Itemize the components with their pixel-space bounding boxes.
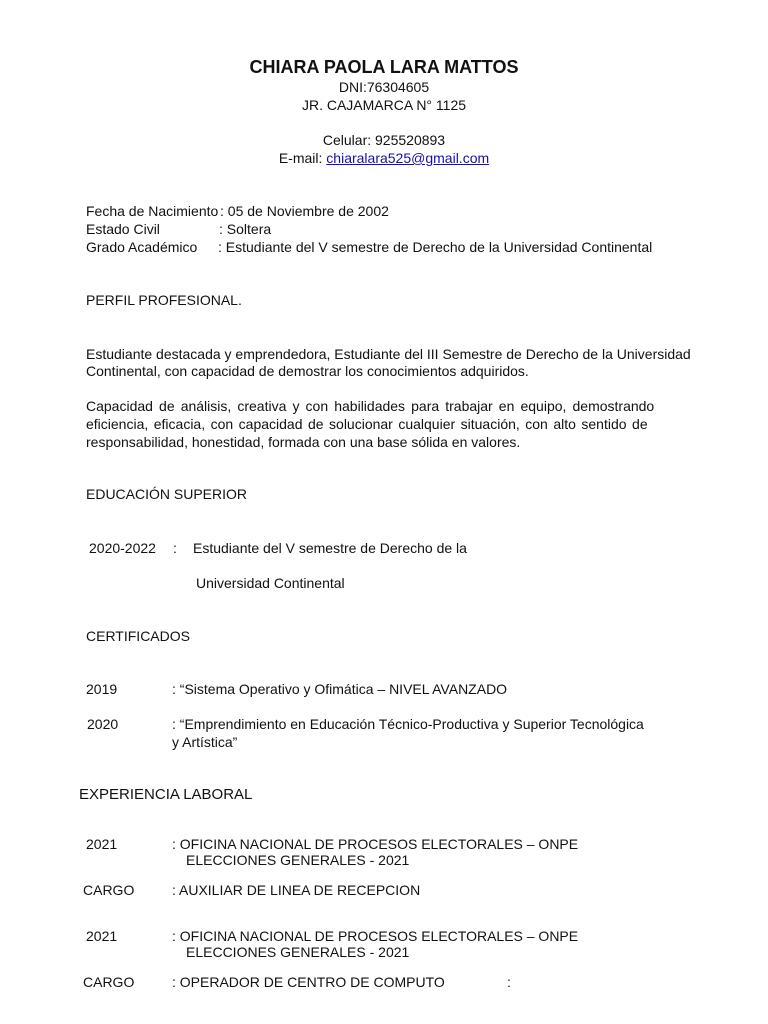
education-line1: Estudiante del V semestre de Derecho de la bbox=[193, 540, 467, 556]
exp-org-cont: ELECCIONES GENERALES - 2021 bbox=[186, 944, 410, 960]
cert-year: 2019 bbox=[86, 681, 118, 697]
birth-label: Fecha de Nacimiento bbox=[86, 203, 219, 219]
address: JR. CAJAMARCA N° 1125 bbox=[301, 97, 467, 113]
cargo-extra: : bbox=[507, 974, 511, 990]
education-line2: Universidad Continental bbox=[196, 575, 345, 591]
email-label: E-mail: bbox=[278, 150, 327, 166]
exp-org-cont: ELECCIONES GENERALES - 2021 bbox=[186, 852, 410, 868]
grade-label: Grado Académico bbox=[86, 239, 198, 255]
exp-org: : OFICINA NACIONAL DE PROCESOS ELECTORALES – ONPE bbox=[172, 928, 579, 944]
civil-value: : Soltera bbox=[219, 221, 272, 237]
certificates-heading: CERTIFICADOS bbox=[86, 628, 190, 644]
cert-year: 2020 bbox=[87, 716, 119, 732]
email-line bbox=[0, 150, 768, 167]
cert-title-cont: y Artística” bbox=[172, 734, 238, 750]
exp-year: 2021 bbox=[86, 836, 118, 852]
profile-p2-line2: eficiencia, eficacia, con capacidad de solucionar cualquier situación, con alto sentido de bbox=[86, 416, 648, 432]
exp-org: : OFICINA NACIONAL DE PROCESOS ELECTORALES – ONPE bbox=[172, 836, 579, 852]
education-years: 2020-2022 bbox=[89, 540, 156, 556]
cargo-label: CARGO bbox=[83, 882, 135, 898]
cert-title: : “Sistema Operativo y Ofimática – NIVEL AVANZADO bbox=[172, 681, 508, 697]
dni: DNI:76304605 bbox=[338, 79, 430, 95]
email-link[interactable]: chiaralara525@gmail.com bbox=[326, 150, 490, 166]
phone: Celular: 925520893 bbox=[322, 132, 446, 148]
education-sep: : bbox=[173, 540, 177, 556]
profile-p2-line3: responsabilidad, honestidad, formada con una base sólida en valores. bbox=[86, 434, 521, 450]
experience-heading: EXPERIENCIA LABORAL bbox=[79, 786, 253, 803]
profile-p2-line1: Capacidad de análisis, creativa y con habilidades para trabajar en equipo, demostrando bbox=[86, 398, 655, 414]
cv-name: CHIARA PAOLA LARA MATTOS bbox=[249, 57, 519, 77]
cargo-value: : OPERADOR DE CENTRO DE COMPUTO bbox=[172, 974, 445, 990]
profile-p1-line2: Continental, con capacidad de demostrar los conocimientos adquiridos. bbox=[86, 363, 529, 379]
cargo-label: CARGO bbox=[83, 974, 135, 990]
profile-p1-line1: Estudiante destacada y emprendedora, Estudiante del III Semestre de Derecho de la Universidad bbox=[86, 346, 691, 362]
exp-year: 2021 bbox=[86, 928, 118, 944]
cert-title: : “Emprendimiento en Educación Técnico-Productiva y Superior Tecnológica bbox=[172, 716, 644, 732]
birth-value: : 05 de Noviembre de 2002 bbox=[220, 203, 389, 219]
civil-label: Estado Civil bbox=[86, 221, 160, 237]
education-heading: EDUCACIÓN SUPERIOR bbox=[86, 486, 248, 502]
profile-heading: PERFIL PROFESIONAL. bbox=[86, 292, 242, 308]
grade-value: : Estudiante del V semestre de Derecho de la Universidad Continental bbox=[218, 239, 653, 255]
cargo-value: : AUXILIAR DE LINEA DE RECEPCION bbox=[172, 882, 421, 898]
